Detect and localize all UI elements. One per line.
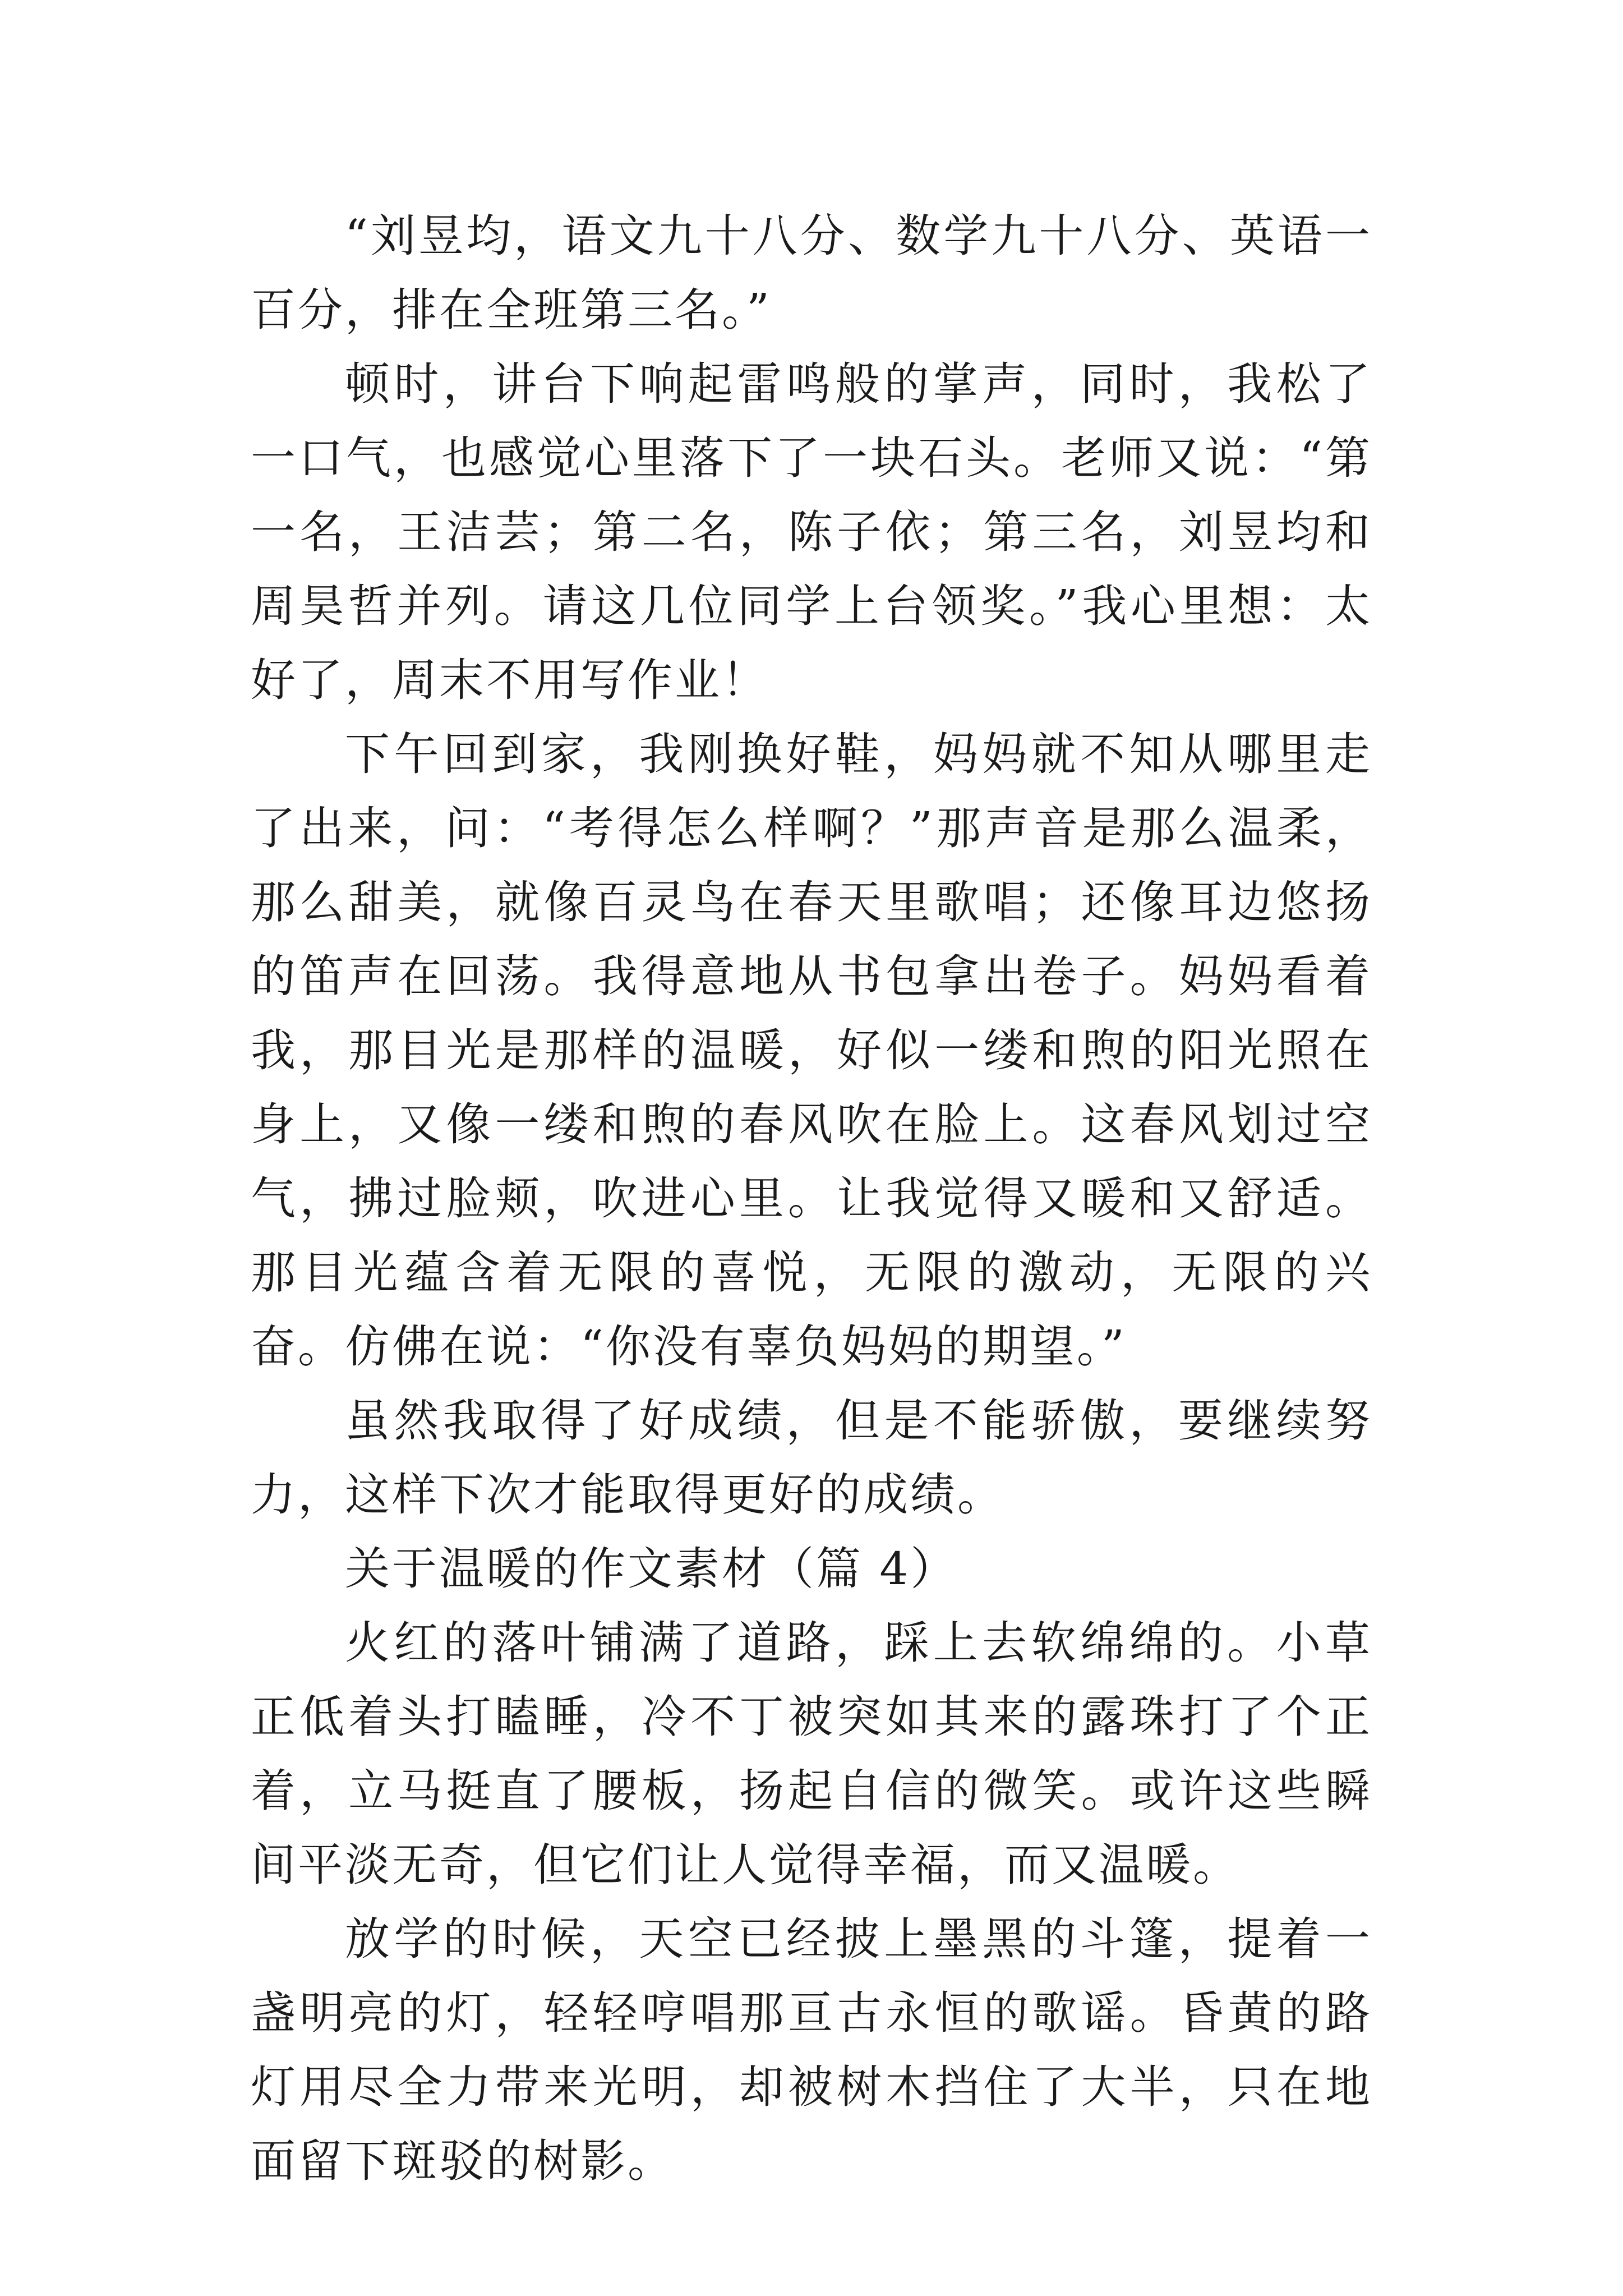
section-heading: 关于温暖的作文素材（篇 4） <box>345 1543 958 1595</box>
paragraph-5: 火红的落叶铺满了道路，踩上去软绵绵的。小草正低着头打瞌睡，冷不丁被突如其来的露珠打了个正着，立马挺直了腰板，扬起自信的微笑。或许这些瞬间平淡无奇，但它们让人觉得幸福，而又温暖。 <box>251 1617 1372 1891</box>
paragraph-6: 放学的时候，天空已经披上墨黑的斗篷，提着一盏明亮的灯，轻轻哼唱那亘古永恒的歌谣。昏黄的路灯用尽全力带来光明，却被树木挡住了大半，只在地面留下斑驳的树影。 <box>251 1913 1372 2187</box>
paragraph-2: 顿时，讲台下响起雷鸣般的掌声，同时，我松了一口气，也感觉心里落下了一块石头。老师又说：“第一名，王洁芸；第二名，陈子依；第三名，刘昱均和周昊哲并列。请这几位同学上台领奖。”我心里想：太好了，周末不用写作业！ <box>251 358 1372 706</box>
paragraph-1: “刘昱均，语文九十八分、数学九十八分、英语一百分，排在全班第三名。” <box>251 210 1372 336</box>
document-body <box>251 199 1372 2198</box>
paragraph-3: 下午回到家，我刚换好鞋，妈妈就不知从哪里走了出来，问：“考得怎么样啊？”那声音是那么温柔，那么甜美，就像百灵鸟在春天里歌唱；还像耳边悠扬的笛声在回荡。我得意地从书包拿出卷子。妈妈看着我，那目光是那样的温暖，好似一缕和煦的阳光照在身上，又像一缕和煦的春风吹在脸上。这春风划过空气，拂过脸颊，吹进心里。让我觉得又暖和又舒适。那目光蕴含着无限的喜悦，无限的激动，无限的兴奋。仿佛在说：“你没有辜负妈妈的期望。” <box>251 728 1372 1373</box>
paragraph-4: 虽然我取得了好成绩，但是不能骄傲，要继续努力，这样下次才能取得更好的成绩。 <box>251 1395 1372 1521</box>
